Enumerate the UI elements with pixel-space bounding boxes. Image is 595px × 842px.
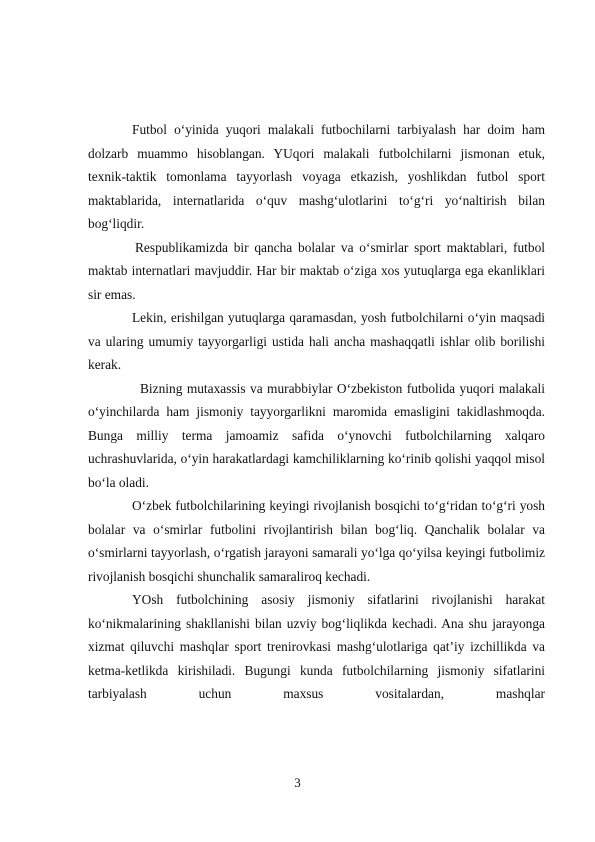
paragraph-1: Futbol o‘yinida yuqori malakali futbochilarni tarbiyalash har doim ham dolzarb muammo hisoblangan. YUqori malakali futbolchilarni jismonan etuk, texnik-taktik tomonlama tayyorlash voyaga etkazish, yoshlikdan futbol sport maktablarida, internatlarida o‘quv mashg‘ulotlarini to‘g‘ri yo‘naltirish bilan bog‘liqdir. xyxy=(88,122,545,231)
paragraph-2: Respublikamizda bir qancha bolalar va o‘smirlar sport maktablari, futbol maktab internatlari mavjuddir. Har bir maktab o‘ziga xos yutuqlarga ega ekanliklari sir emas. xyxy=(88,239,545,302)
paragraph-5: O‘zbek futbolchilarining keyingi rivojlanish bosqichi to‘g‘ridan to‘g‘ri yosh bolalar va o‘smirlar futbolini rivojlantirish bilan bog‘liq. Qanchalik bolalar va o‘smirlarni tayyorlash, o‘rgatish jarayoni samarali yo‘lga qo‘yilsa keyingi futbolimiz rivojlanish bosqichi shunchalik samaraliroq kechadi. xyxy=(88,498,545,584)
page-number: 3 xyxy=(294,775,301,790)
paragraph-3: Lekin, erishilgan yutuqlarga qaramasdan, yosh futbolchilarni o‘yin maqsadi va ularing umumiy tayyorgarligi ustida hali ancha mashaqqatli ishlar olib borilishi kerak. xyxy=(88,310,545,372)
paragraph-6: YOsh futbolchining asosiy jismoniy sifatlarini rivojlanishi harakat ko‘nikmalarining shakllanishi bilan uzviy bog‘liqlikda kechadi. Ana shu jarayonga xizmat qiluvchi mashqlar sport trenirovkasi mashg‘ulotlariga qat’iy izchillikda va ketma-ketlikda kirishiladi. Bugungi kunda futbolchilarning jismoniy sifatlarini tarbiyalash uchun maxsus vositalardan, mashqlar xyxy=(88,592,545,701)
paragraph-4: Bizning mutaxassis va murabbiylar O‘zbekiston futbolida yuqori malakali o‘yinchilarda ham jismoniy tayyorgarlikni maromida emasligini takidlashmoqda. Bunga milliy terma jamoamiz safida o‘ynovchi futbolchilarning xalqaro uchrashuvlarida, o‘yin harakatlardagi kamchiliklarning ko‘rinib qolishi yaqqol misol bo‘la oladi. xyxy=(88,380,545,490)
body-text xyxy=(88,118,545,706)
